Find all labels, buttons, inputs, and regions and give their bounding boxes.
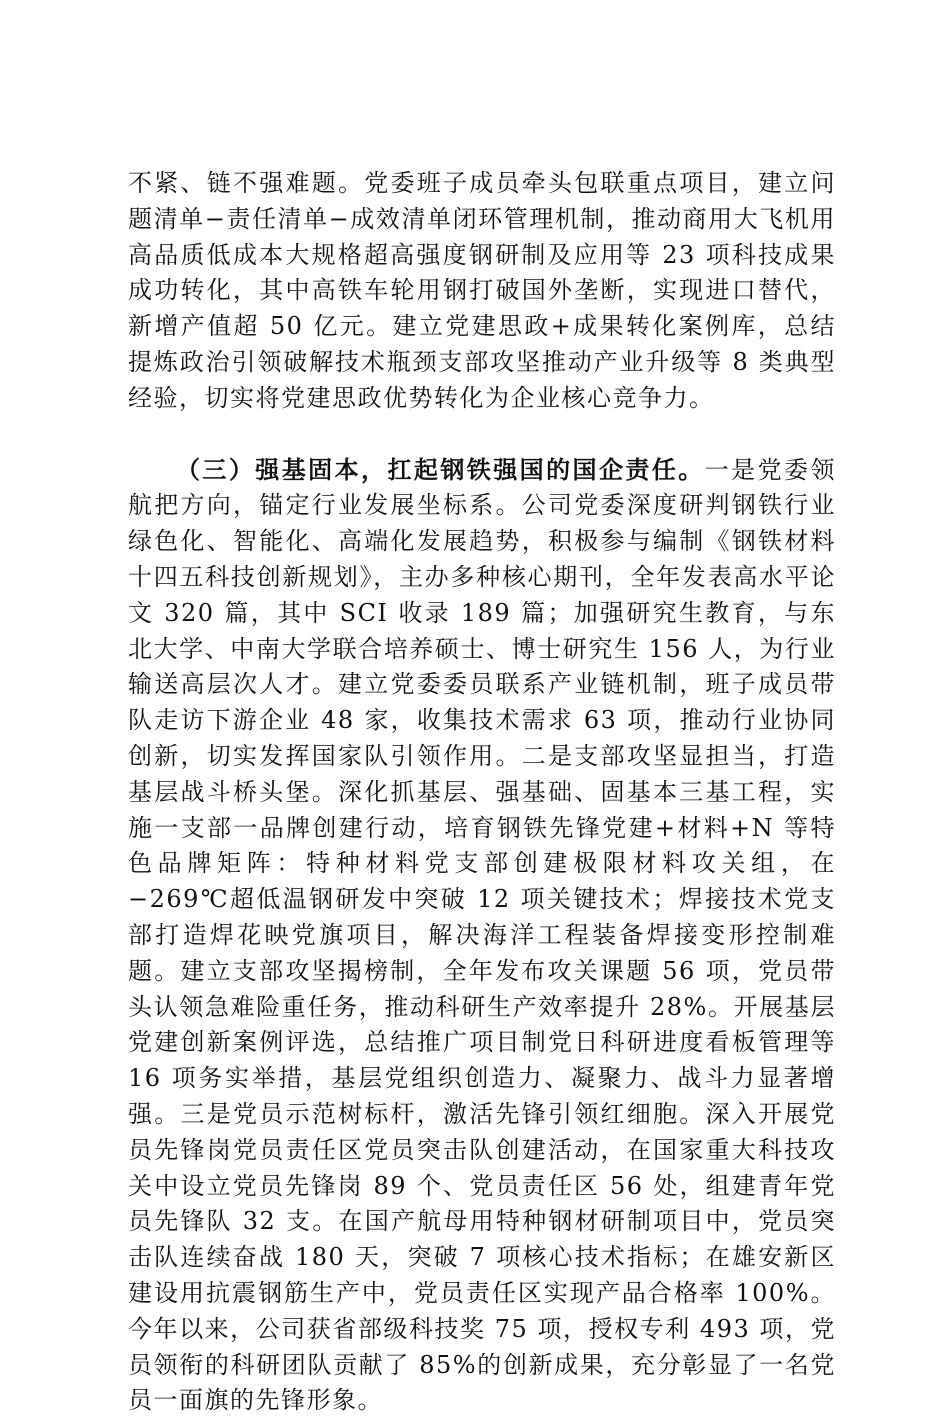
section-heading: （三）强基固本，扛起钢铁强国的国企责任。 xyxy=(176,454,705,484)
paragraph-2-body: 一是党委领航把方向，锚定行业发展坐标系。公司党委深度研判钢铁行业绿色化、智能化、高端化发展趋势，积极参与编制《钢铁材料十四五科技创新规划》，主办多种核心期刊，全年发表高水平论文 320 篇，其中 SCI 收录 189 篇；加强研究生教育，与东北大学、中南大学联合培养硕士、博士研究生 156 人，为行业输送高层次人才。建立党委委员联系产业链机制，班子成员带队走访下游企业 48 家，收集技术需求 63 项，推动行业协同创新，切实发挥国家队引领作用。二是支部攻坚显担当，打造基层战斗桥头堡。深化抓基层、强基础、固基本三基工程，实施一支部一品牌创建行动，培育钢铁先锋党建+材料+N 等特色品牌矩阵：特种材料党支部创建极限材料攻关组，在−269℃超低温钢研发中突破 12 项关键技术；焊接技术党支部打造焊花映党旗项目，解决海洋工程装备焊接变形控制难题。建立支部攻坚揭榜制，全年发布攻关课题 56 项，党员带头认领急难险重任务，推动科研生产效率提升 28%。开展基层党建创新案例评选，总结推广项目制党日科研进度看板管理等 16 项务实举措，基层党组织创造力、凝聚力、战斗力显著增强。三是党员示范树标杆，激活先锋引领红细胞。深入开展党员先锋岗党员责任区党员突击队创建活动，在国家重大科技攻关中设立党员先锋岗 89 个、党员责任区 56 处，组建青年党员先锋队 32 支。在国产航母用特种钢材研制项目中，党员突击队连续奋战 180 天，突破 7 项核心技术指标；在雄安新区建设用抗震钢筋生产中，党员责任区实现产品合格率 100%。今年以来，公司获省部级科技奖 75 项，授权专利 493 项，党员领衔的科研团队贡献了 85%的创新成果，充分彰显了一名党员一面旗的先锋形象。 xyxy=(128,455,836,1415)
paragraph-1: 不紧、链不强难题。党委班子成员牵头包联重点项目，建立问题清单−责任清单−成效清单闭环管理机制，推动商用大飞机用高品质低成本大规格超高强度钢研制及应用等 23 项科技成果成功转化，其中高铁车轮用钢打破国外垄断，实现进口替代，新增产值超 50 亿元。建立党建思政+成果转化案例库，总结提炼政治引领破解技术瓶颈支部攻坚推动产业升级等 8 类典型经验，切实将党建思政优势转化为企业核心竞争力。 xyxy=(128,169,836,412)
document-body xyxy=(128,166,836,1419)
paragraph-2 xyxy=(128,452,836,1419)
